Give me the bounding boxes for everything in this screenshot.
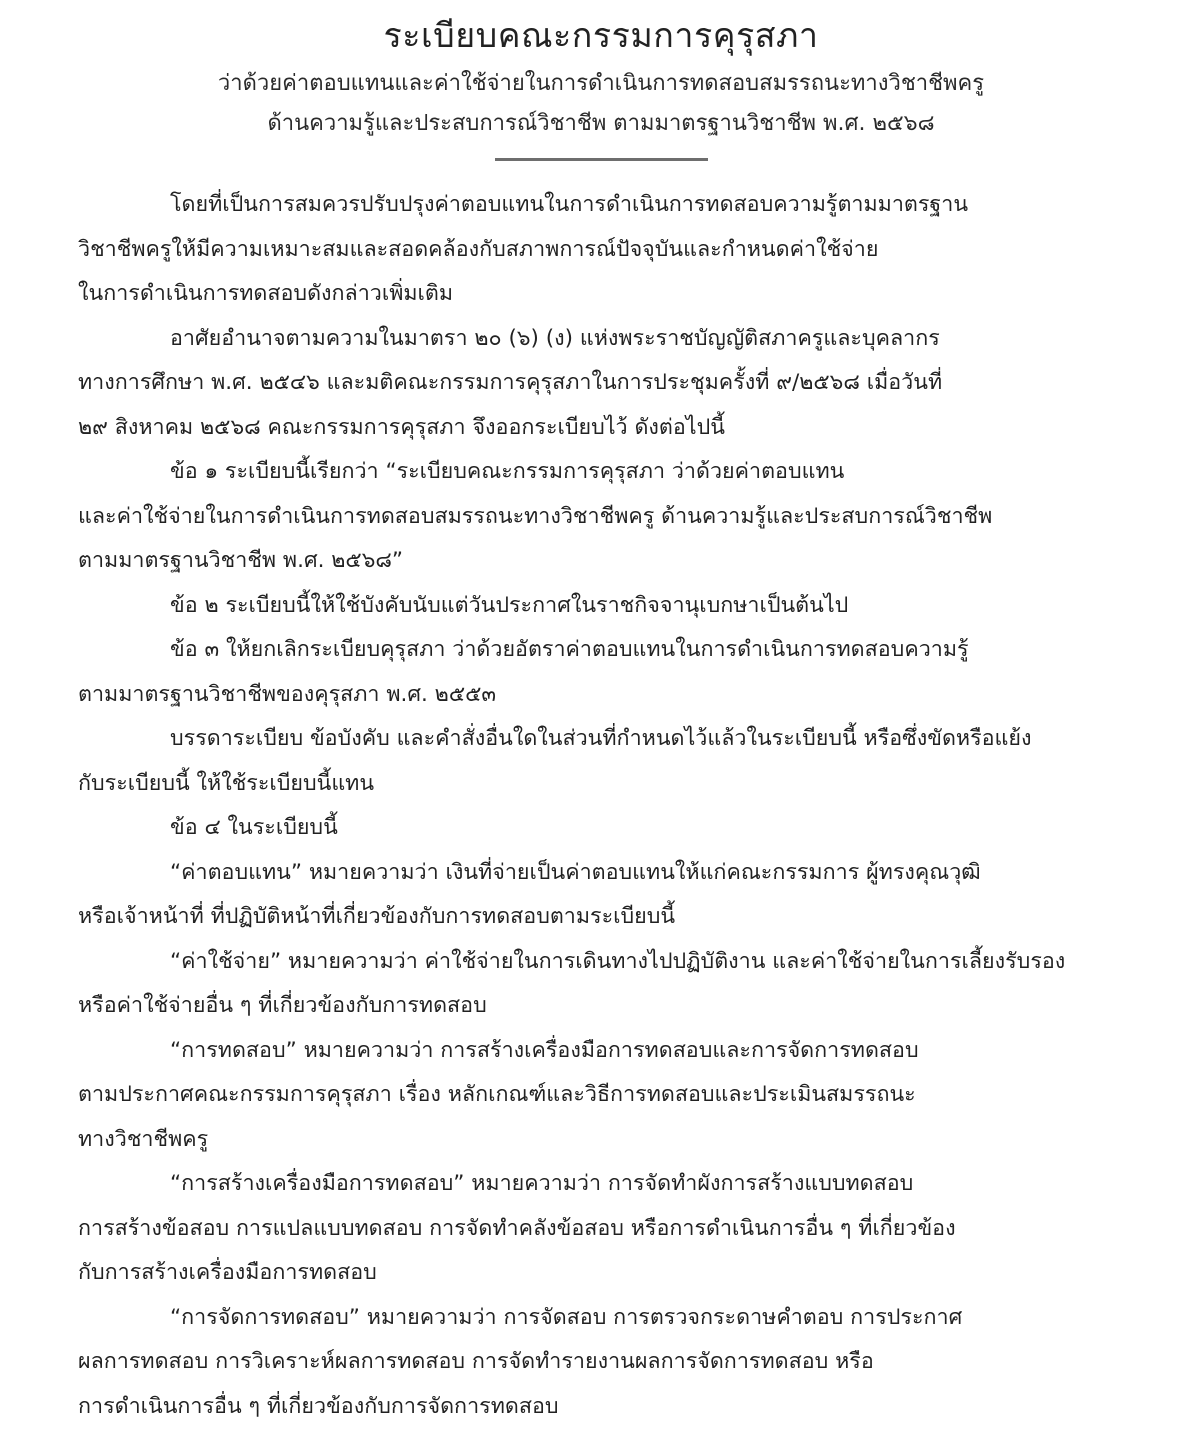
paragraph-definition-compensation-line: หรือเจ้าหน้าที่ ที่ปฏิบัติหน้าที่เกี่ยวข้องกับการทดสอบตามระเบียบนี้ — [78, 904, 676, 929]
paragraph-definition-expenses-line: “ค่าใช้จ่าย” หมายความว่า ค่าใช้จ่ายในการเดินทางไปปฏิบัติงาน และค่าใช้จ่ายในการเลี้ยงรับรอง — [170, 948, 1066, 974]
paragraph-preamble-line: ในการดำเนินการทดสอบดังกล่าวเพิ่มเติม — [78, 281, 454, 306]
paragraph-definition-testing-line: ตามประกาศคณะกรรมการคุรุสภา เรื่อง หลักเกณฑ์และวิธีการทดสอบและประเมินสมรรถนะ — [78, 1082, 916, 1107]
paragraph-definition-test-instrument-line: “การสร้างเครื่องมือการทดสอบ” หมายความว่า การจัดทำผังการสร้างแบบทดสอบ — [170, 1171, 914, 1196]
paragraph-clause-4-line: ข้อ ๔ ในระเบียบนี้ — [170, 815, 338, 840]
paragraph-definition-test-instrument-line: การสร้างข้อสอบ การแปลแบบทดสอบ การจัดทำคลังข้อสอบ หรือการดำเนินการอื่น ๆ ที่เกี่ยวข้อง — [78, 1215, 956, 1241]
title-divider — [495, 158, 708, 161]
paragraph-authority-line: อาศัยอำนาจตามความในมาตรา ๒๐ (๖) (ง) แห่งพระราชบัญญัติสภาครูและบุคลากร — [170, 325, 940, 351]
paragraph-definition-test-administration-line: การดำเนินการอื่น ๆ ที่เกี่ยวข้องกับการจัดการทดสอบ — [78, 1393, 559, 1419]
paragraph-clause-1-line: ข้อ ๑ ระเบียบนี้เรียกว่า “ระเบียบคณะกรรมการคุรุสภา ว่าด้วยค่าตอบแทน — [170, 459, 845, 484]
paragraph-definition-testing-line: ทางวิชาชีพครู — [78, 1126, 209, 1152]
paragraph-clause-1-line: และค่าใช้จ่ายในการดำเนินการทดสอบสมรรถนะทางวิชาชีพครู ด้านความรู้และประสบการณ์วิชาชีพ — [78, 503, 993, 529]
paragraph-definition-compensation-line: “ค่าตอบแทน” หมายความว่า เงินที่จ่ายเป็นค่าตอบแทนให้แก่คณะกรรมการ ผู้ทรงคุณวุฒิ — [170, 859, 981, 885]
paragraph-authority-line: ทางการศึกษา พ.ศ. ๒๕๔๖ และมติคณะกรรมการคุรุสภาในการประชุมครั้งที่ ๙/๒๕๖๘ เมื่อวันที่ — [78, 370, 943, 395]
paragraph-preamble-line: วิชาชีพครูให้มีความเหมาะสมและสอดคล้องกับสภาพการณ์ปัจจุบันและกำหนดค่าใช้จ่าย — [78, 236, 879, 262]
regulation-document — [78, 0, 1124, 1429]
paragraph-preamble-line: โดยที่เป็นการสมควรปรับปรุงค่าตอบแทนในการดำเนินการทดสอบความรู้ตามมาตรฐาน — [170, 192, 969, 217]
paragraph-definition-testing-line: “การทดสอบ” หมายความว่า การสร้างเครื่องมือการทดสอบและการจัดการทดสอบ — [170, 1037, 919, 1063]
paragraph-authority-line: ๒๙ สิงหาคม ๒๕๖๘ คณะกรรมการคุรุสภา จึงออกระเบียบไว้ ดังต่อไปนี้ — [78, 414, 725, 440]
paragraph-definition-test-administration-line: “การจัดการทดสอบ” หมายความว่า การจัดสอบ การตรวจกระดาษคำตอบ การประกาศ — [170, 1304, 963, 1330]
paragraph-clause-3-line: ข้อ ๓ ให้ยกเลิกระเบียบคุรุสภา ว่าด้วยอัตราค่าตอบแทนในการดำเนินการทดสอบความรู้ — [170, 637, 969, 662]
document-title: ระเบียบคณะกรรมการคุรุสภา — [383, 16, 819, 56]
document-subtitle-line-1: ว่าด้วยค่าตอบแทนและค่าใช้จ่ายในการดำเนินการทดสอบสมรรถนะทางวิชาชีพครู — [217, 71, 985, 96]
paragraph-repeal-clause-line: กับระเบียบนี้ ให้ใช้ระเบียบนี้แทน — [78, 770, 375, 796]
paragraph-clause-3-line: ตามมาตรฐานวิชาชีพของคุรุสภา พ.ศ. ๒๕๕๓ — [78, 681, 497, 707]
document-subtitle-line-2: ด้านความรู้และประสบการณ์วิชาชีพ ตามมาตรฐานวิชาชีพ พ.ศ. ๒๕๖๘ — [267, 111, 935, 136]
paragraph-definition-expenses-line: หรือค่าใช้จ่ายอื่น ๆ ที่เกี่ยวข้องกับการทดสอบ — [78, 993, 487, 1018]
paragraph-definition-test-administration-line: ผลการทดสอบ การวิเคราะห์ผลการทดสอบ การจัดทำรายงานผลการจัดการทดสอบ หรือ — [78, 1349, 874, 1374]
paragraph-definition-test-instrument-line: กับการสร้างเครื่องมือการทดสอบ — [78, 1260, 377, 1285]
paragraph-repeal-clause-line: บรรดาระเบียบ ข้อบังคับ และคำสั่งอื่นใดในส่วนที่กำหนดไว้แล้วในระเบียบนี้ หรือซึ่งขัดหรือแย้ง — [170, 726, 1032, 751]
paragraph-clause-1-line: ตามมาตรฐานวิชาชีพ พ.ศ. ๒๕๖๘” — [78, 548, 404, 573]
document-body — [78, 183, 1124, 1429]
paragraph-clause-2-line: ข้อ ๒ ระเบียบนี้ให้ใช้บังคับนับแต่วันประกาศในราชกิจจานุเบกษาเป็นต้นไป — [170, 592, 849, 618]
